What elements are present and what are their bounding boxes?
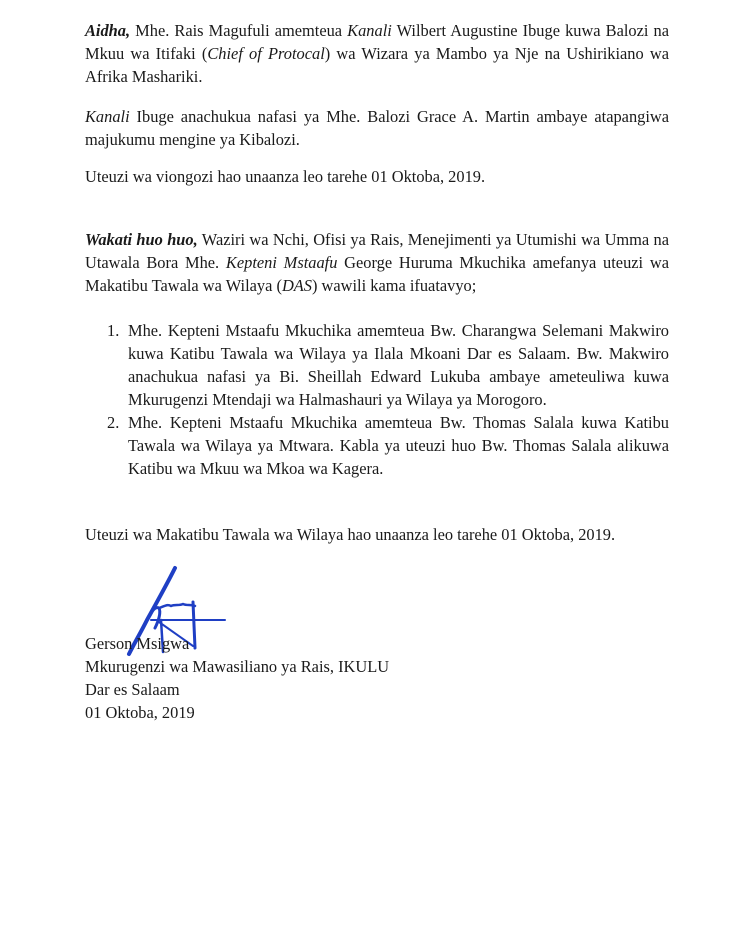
list-number: 1. [107,321,120,340]
rank-kanali: Kanali [85,107,130,126]
text: Mkuchika amemteua Bw. Charangwa Selemani Makwiro kuwa Katibu Tawala wa Wilaya ya Ilala Mkoani Dar es Salaam. Bw. Makwiro anachukua nafasi ya Bi. Sheillah Edward Lukuba ambaye ameteuliwa kuwa Mkurugenzi Mtendaji wa Halmashauri ya Wilaya ya Morogoro. [128,321,669,409]
paragraph-kanali [85,105,669,151]
text: Waziri wa Nchi, Ofisi ya Rais, Menejimenti ya Utumishi wa Umma na Utawala Bora Mhe. [85,230,670,272]
text: Wilbert Augustine Ibuge kuwa Balozi na Mkuu wa Itifaki ( [85,21,669,63]
text: Mhe. [128,413,170,432]
list-number: 2. [107,413,120,432]
appointments-list [85,319,669,480]
signatory-title: Mkurugenzi wa Mawasiliano ya Rais, IKULU [85,657,390,676]
signatory-place: Dar es Salaam [85,680,180,699]
text: ) wa Wizara ya Mambo ya Nje na Ushirikiano wa Afrika Mashariki. [85,44,669,86]
paragraph-wakati [85,228,669,297]
text: Uteuzi wa viongozi hao unaanza leo tarehe 01 Oktoba, 2019. [85,167,486,186]
paragraph-uteuzi-viongozi [85,165,669,188]
signature-block [85,632,585,724]
list-item [85,411,669,480]
signatory-date: 01 Oktoba, 2019 [85,703,195,722]
rank-kepteni: Kepteni Mstaafu [167,321,280,340]
paragraph-closing: Uteuzi wa Makatibu Tawala wa Wilaya hao unaanza leo tarehe 01 Oktoba, 2019. [85,525,616,544]
rank-kepteni: Kepteni Mstaafu [169,413,284,432]
chief-of-protocol: Chief of Protocal [207,44,325,63]
list-item [85,319,669,411]
lead-wakati: Wakati huo huo, [85,230,198,249]
text: ) wawili kama ifuatavyo; [311,276,477,295]
text: Mkuchika amemteua Bw. Thomas Salala kuwa Katibu Tawala wa Wilaya ya Mtwara. Kabla ya uteuzi huo Bw. Thomas Salala alikuwa Katibu wa Mkuu wa Mkoa wa Kagera. [128,413,669,478]
rank-kepteni: Kepteni Mstaafu [225,253,338,272]
text: Ibuge anachukua nafasi ya Mhe. Balozi Grace A. Martin ambaye atapangiwa majukumu mengine ya Kibalozi. [85,107,669,149]
signatory-name: Gerson Msigwa [85,634,190,653]
das-abbr: DAS [281,276,312,295]
lead-aidha: Aidha, [85,21,131,40]
paragraph-aidha [85,19,669,88]
text: Mhe. [128,321,168,340]
rank-kanali: Kanali [347,21,392,40]
text: George Huruma Mkuchika amefanya uteuzi wa Makatibu Tawala wa Wilaya ( [85,253,669,295]
text: Mhe. Rais Magufuli amemteua [130,21,348,40]
